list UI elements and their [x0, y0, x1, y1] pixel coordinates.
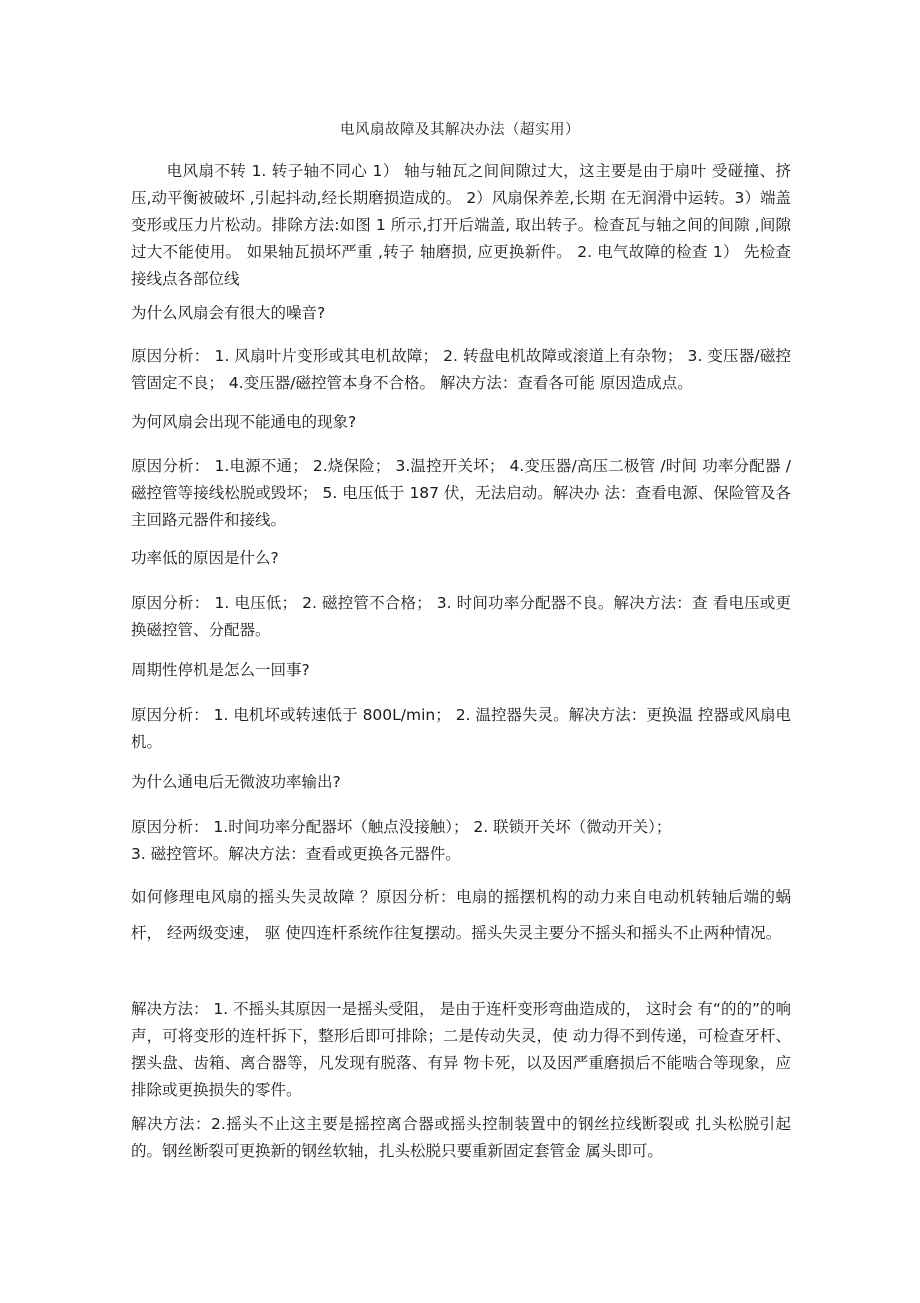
intro-paragraph: 电风扇不转 1. 转子轴不同心 1） 轴与轴瓦之间间隙过大，这主要是由于扇叶 受碰撞、挤压,动平衡被破坏 ,引起抖动,经长期磨损造成的。 2）风扇保养差,长期 在无润滑中运转。3）端盖变形或压力片松动。排除方法:如图 1 所示,打开后端盖, 取出转子。检查瓦与轴之间的间隙 ,间隙过大不能使用。 如果轴瓦损坏严重 ,转子 轴磨损, 应更换新件。 2. 电气故障的检查 1） 先检查接线点各部位线 — [131, 162, 791, 288]
answer-periodic-stop: 原因分析： 1. 电机坏或转速低于 800L/min； 2. 温控器失灵。解决方法：更换温 控器或风扇电机。 — [131, 706, 791, 751]
document-title: 电风扇故障及其解决办法（超实用） — [340, 122, 580, 138]
answer-no-microwave-line2: 3. 磁控管坏。解决方法：查看或更换各元器件。 — [131, 845, 461, 863]
answer-no-power: 原因分析： 1.电源不通； 2.烧保险； 3.温控开关坏； 4.变压器/高压二极管 /时间 功率分配器 / 磁控管等接线松脱或毁坏； 5. 电压低于 187 伏，无法启动。解决办 法：查看电源、保险管及各主回路元器件和接线。 — [131, 457, 792, 529]
answer-noise: 原因分析： 1. 风扇叶片变形或其电机故障； 2. 转盘电机故障或滚道上有杂物； 3. 变压器/磁控管固定不良； 4.变压器/磁控管本身不合格。 解决方法：查看各可能 原因造成点。 — [131, 347, 791, 392]
answer-no-microwave-line1: 原因分析： 1.时间功率分配器坏（触点没接触）； 2. 联锁开关坏（微动开关）； — [131, 818, 672, 836]
question-low-power: 功率低的原因是什么? — [131, 549, 279, 567]
question-oscillation: 如何修理电风扇的摇头失灵故障 ？原因分析：电扇的摇摆机构的动力来自电动机转轴后端的蜗杆， 经两级变速， 驱 使四连杆系统作往复摆动。摇头失灵主要分不摇头和摇头不止两种情况。 — [131, 888, 791, 942]
solution-no-oscillation: 解决方法： 1. 不摇头其原因一是摇头受阻， 是由于连杆变形弯曲造成的， 这时会 有“的的”的响声，可将变形的连杆拆下，整形后即可排除；二是传动失灵，使 动力得不到传递，可检查牙杆、摆头盘、齿箱、离合器等，凡发现有脱落、有异 物卡死，以及因严重磨损后不能啮合等现象，应排除或更换损失的零件。 — [131, 1000, 791, 1099]
question-noise: 为什么风扇会有很大的噪音? — [131, 304, 326, 322]
question-no-power: 为何风扇会出现不能通电的现象? — [131, 413, 357, 431]
question-no-microwave: 为什么通电后无微波功率输出? — [131, 773, 341, 791]
question-periodic-stop: 周期性停机是怎么一回事? — [131, 661, 310, 679]
solution-nonstop-oscillation: 解决方法：2.摇头不止这主要是摇控离合器或摇头控制装置中的钢丝拉线断裂或 扎头松脱引起的。钢丝断裂可更换新的钢丝软轴，扎头松脱只要重新固定套管金 属头即可。 — [131, 1115, 791, 1160]
answer-low-power: 原因分析： 1. 电压低； 2. 磁控管不合格； 3. 时间功率分配器不良。解决方法：查 看电压或更换磁控管、分配器。 — [131, 594, 791, 639]
